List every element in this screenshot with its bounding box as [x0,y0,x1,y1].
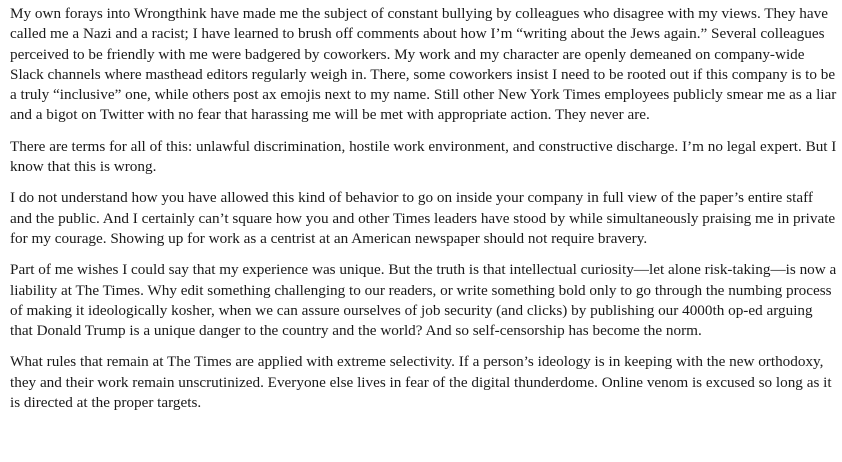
article-paragraph: Part of me wishes I could say that my experience was unique. But the truth is that intellectual curiosity—let alone risk-taking—is now a liability at The Times. Why edit something challenging to our readers, or write something bold only to go through the numbing process of making it ideologically kosher, when we can assure ourselves of job security (and clicks) by publishing our 4000th op-ed arguing that Donald Trump is a unique danger to the country and the world? And so self-censorship has become the norm. [10,261,837,340]
article-paragraph: I do not understand how you have allowed this kind of behavior to go on inside your company in full view of the paper’s entire staff and the public. And I certainly can’t square how you and other Times leaders have stood by while simultaneously praising me in private for my courage. Showing up for work as a centrist at an American newspaper should not require bravery. [10,189,836,247]
article-paragraph: My own forays into Wrongthink have made me the subject of constant bullying by colleagues who disagree with my views. They have called me a Nazi and a racist; I have learned to brush off comments about how I’m “writing about the Jews again.” Several colleagues perceived to be friendly with me were badgered by coworkers. My work and my character are openly demeaned on company-wide Slack channels where masthead editors regularly weigh in. There, some coworkers insist I need to be rooted out if this company is to be a truly “inclusive” one, while others post ax emojis next to my name. Still other New York Times employees publicly smear me as a liar and a bigot on Twitter with no fear that harassing me will be met with appropriate action. They never are. [10,5,837,124]
article-paragraph: There are terms for all of this: unlawful discrimination, hostile work environment, and constructive discharge. I’m no legal expert. But I know that this is wrong. [10,137,837,176]
article-paragraph: What rules that remain at The Times are applied with extreme selectivity. If a person’s ideology is in keeping with the new orthodoxy, they and their work remain unscrutinized. Everyone else lives in fear of the digital thunderdome. Online venom is excused so long as it is directed at the proper targets. [10,353,832,412]
article-body [10,4,838,424]
